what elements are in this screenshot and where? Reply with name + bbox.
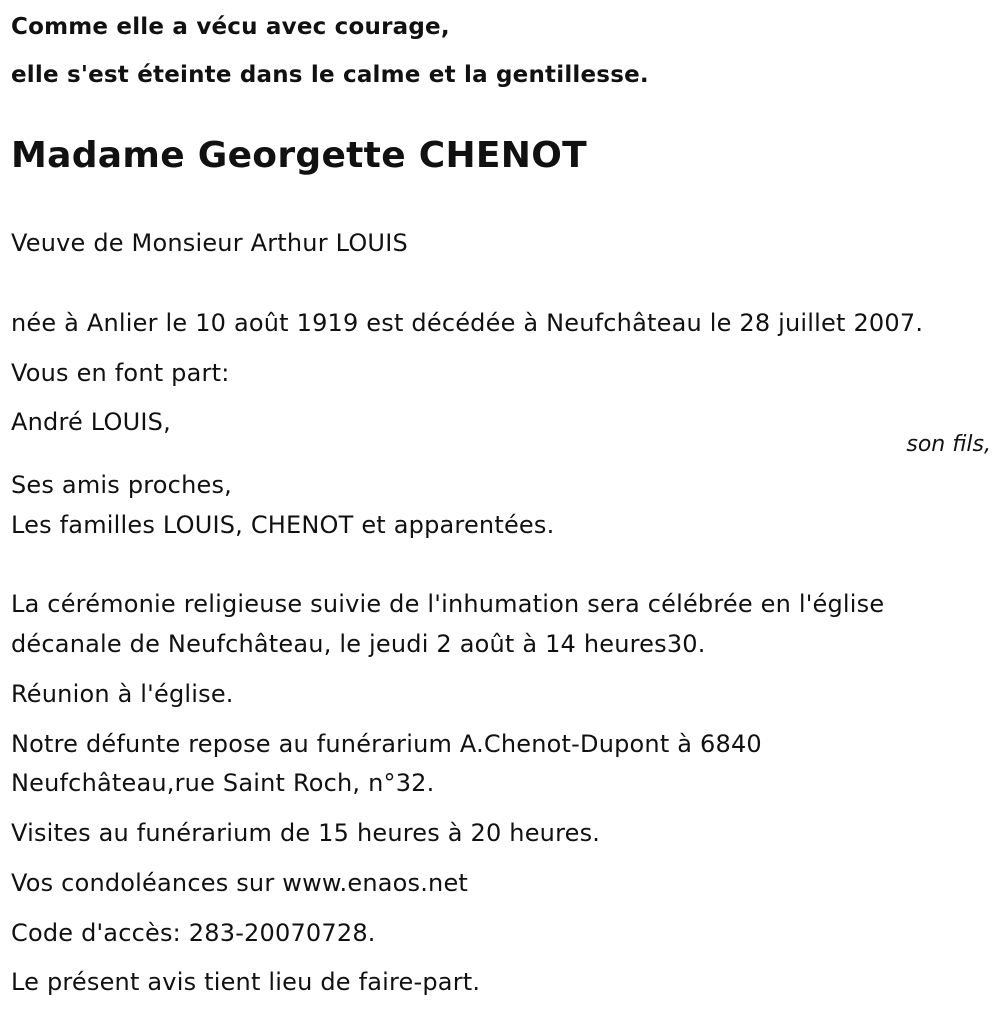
deceased-name: Madame Georgette CHENOT bbox=[11, 135, 587, 176]
birth-death-line: née à Anlier le 10 août 1919 est décédée à Neufchâteau le 28 juillet 2007. bbox=[11, 309, 924, 337]
families-line: Les familles LOUIS, CHENOT et apparentées. bbox=[11, 511, 555, 539]
ceremony-line-1: La cérémonie religieuse suivie de l'inhumation sera célébrée en l'église bbox=[11, 590, 885, 618]
son-relation: son fils, bbox=[906, 432, 991, 457]
epitaph-line-1: Comme elle a vécu avec courage, bbox=[11, 14, 450, 40]
access-code: Code d'accès: 283-20070728. bbox=[11, 919, 376, 947]
ceremony-line-2: décanale de Neufchâteau, le jeudi 2 août à 14 heures30. bbox=[11, 630, 706, 658]
announcers-intro: Vous en font part: bbox=[11, 359, 230, 387]
son-name: André LOUIS, bbox=[11, 408, 171, 436]
meeting-line: Réunion à l'église. bbox=[11, 680, 234, 708]
condolences-site: Vos condoléances sur www.enaos.net bbox=[11, 869, 469, 897]
visitation-line-1: Notre défunte repose au funérarium A.Chenot-Dupont à 6840 bbox=[11, 730, 762, 758]
spouse-line: Veuve de Monsieur Arthur LOUIS bbox=[11, 229, 408, 257]
visiting-hours: Visites au funérarium de 15 heures à 20 heures. bbox=[11, 819, 601, 847]
footer-notice: Le présent avis tient lieu de faire-part. bbox=[11, 968, 481, 996]
visitation-line-2: Neufchâteau,rue Saint Roch, n°32. bbox=[11, 769, 435, 797]
friends-line: Ses amis proches, bbox=[11, 471, 232, 499]
epitaph-line-2: elle s'est éteinte dans le calme et la gentillesse. bbox=[11, 62, 649, 88]
